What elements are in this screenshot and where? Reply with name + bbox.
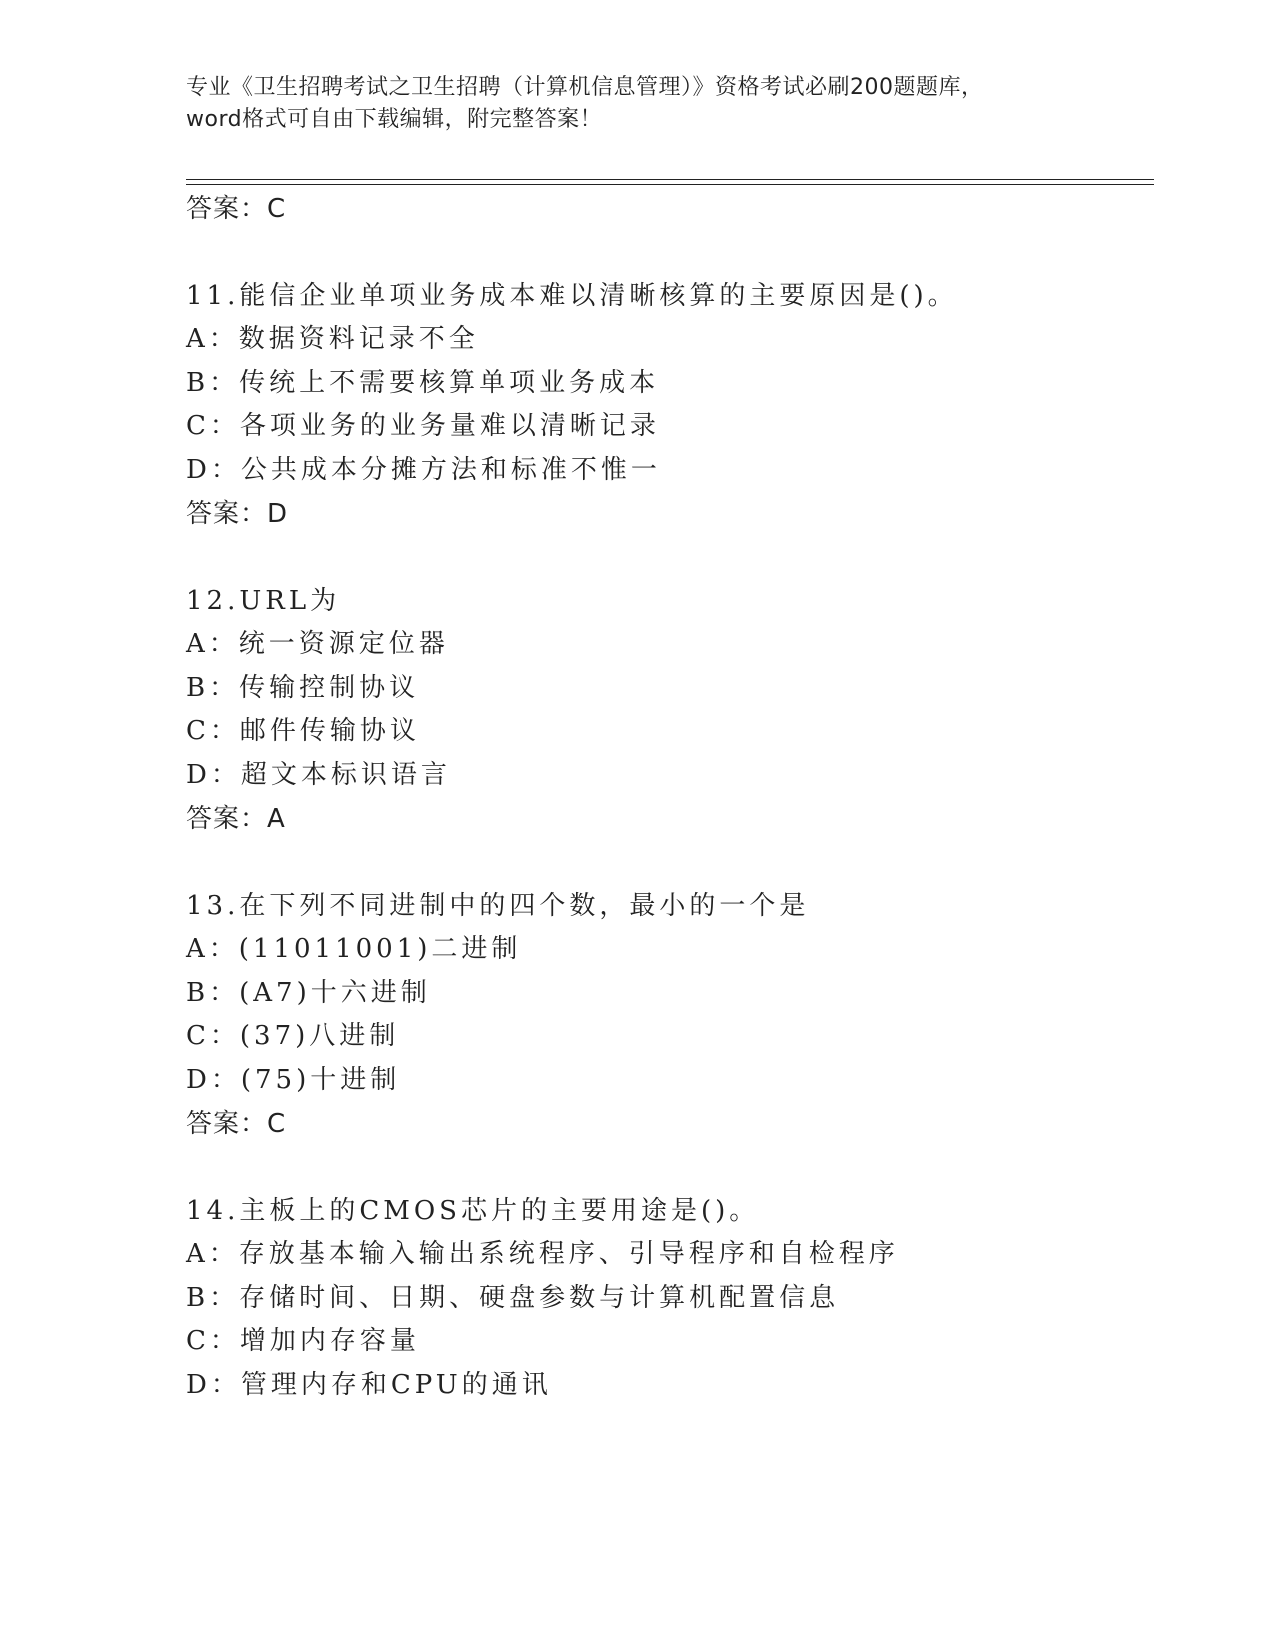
header-line-2: word格式可自由下载编辑，附完整答案！ bbox=[186, 107, 603, 132]
previous-answer: 答案：C bbox=[186, 194, 287, 224]
question-11-answer: 答案：D bbox=[186, 499, 289, 529]
question-14-option-b: B：存储时间、日期、硬盘参数与计算机配置信息 bbox=[186, 1283, 840, 1313]
question-13-stem: 13.在下列不同进制中的四个数，最小的一个是 bbox=[186, 891, 810, 921]
question-11-option-a: A：数据资料记录不全 bbox=[186, 324, 479, 354]
question-11-option-b: B：传统上不需要核算单项业务成本 bbox=[186, 368, 660, 398]
question-14-option-d: D：管理内存和CPU的通讯 bbox=[186, 1370, 552, 1400]
question-12-answer: 答案：A bbox=[186, 804, 286, 834]
question-11-option-d: D：公共成本分摊方法和标准不惟一 bbox=[186, 455, 661, 485]
question-14-option-c: C：增加内存容量 bbox=[186, 1326, 420, 1356]
question-13-option-b: B：(A7)十六进制 bbox=[186, 978, 431, 1008]
question-12-option-a: A：统一资源定位器 bbox=[186, 629, 449, 659]
header-line-1: 专业《卫生招聘考试之卫生招聘（计算机信息管理）》资格考试必刷200题题库， bbox=[186, 75, 984, 100]
document-header bbox=[186, 72, 1086, 136]
question-13-answer: 答案：C bbox=[186, 1109, 287, 1139]
question-12-option-c: C：邮件传输协议 bbox=[186, 716, 420, 746]
question-13-option-a: A：(11011001)二进制 bbox=[186, 934, 522, 964]
question-11-option-c: C：各项业务的业务量难以清晰记录 bbox=[186, 411, 660, 441]
question-14-stem: 14.主板上的CMOS芯片的主要用途是()。 bbox=[186, 1196, 760, 1226]
question-12-stem: 12.URL为 bbox=[186, 586, 341, 616]
header-rule-top bbox=[186, 179, 1154, 180]
question-12-option-b: B：传输控制协议 bbox=[186, 673, 420, 703]
question-11-stem: 11.能信企业单项业务成本难以清晰核算的主要原因是()。 bbox=[186, 281, 958, 311]
question-14-option-a: A：存放基本输入输出系统程序、引导程序和自检程序 bbox=[186, 1239, 899, 1269]
question-13-option-d: D：(75)十进制 bbox=[186, 1065, 401, 1095]
header-rule-bottom bbox=[186, 184, 1154, 185]
question-12-option-d: D：超文本标识语言 bbox=[186, 760, 451, 790]
question-13-option-c: C：(37)八进制 bbox=[186, 1021, 400, 1051]
